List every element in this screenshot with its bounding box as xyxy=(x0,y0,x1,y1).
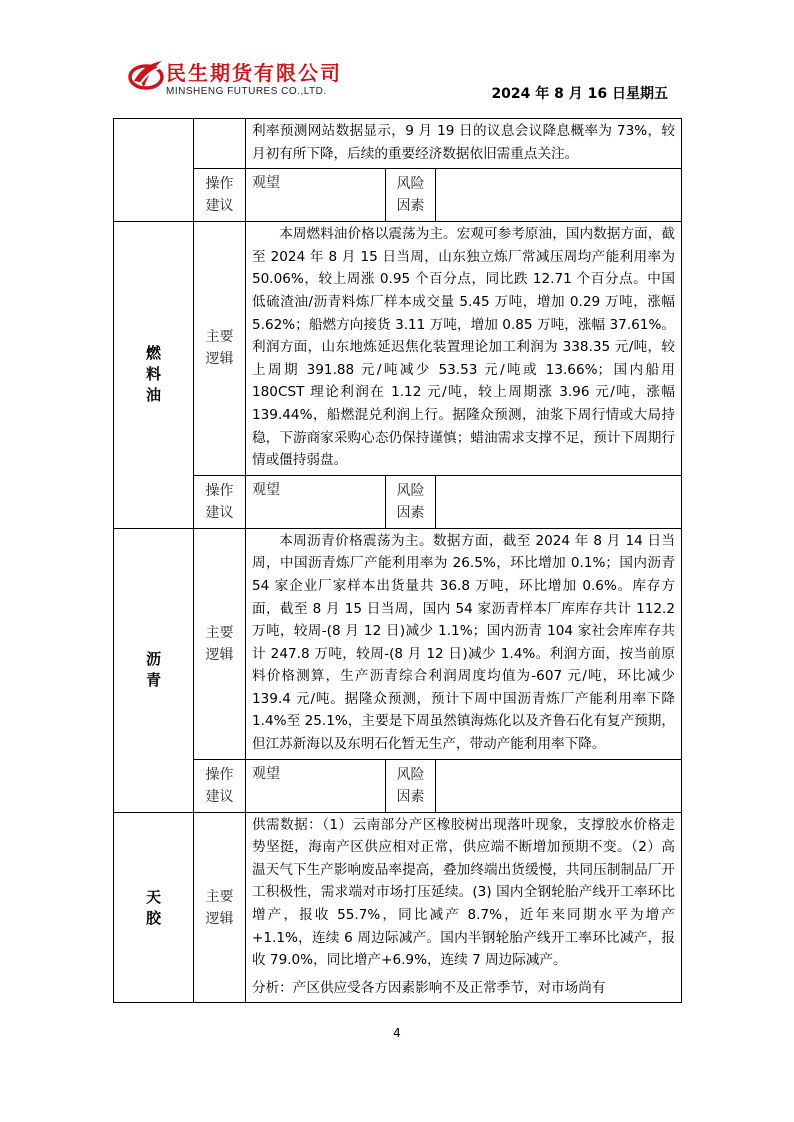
table-row xyxy=(114,475,682,528)
table-row xyxy=(114,119,682,169)
report-date: 2024 年 8 月 16 日星期五 xyxy=(491,86,668,102)
table-row xyxy=(114,812,682,1003)
risk-label: 风险因素 xyxy=(386,759,436,812)
logic-label: 主要逻辑 xyxy=(194,812,246,1003)
logic-label: 主要逻辑 xyxy=(194,528,246,759)
analysis-text: 分析：产区供应受各方因素影响不及正常季节，对市场尚有 xyxy=(252,979,606,996)
logic-text: 供需数据：（1）云南部分产区橡胶树出现落叶现象，支撑胶水价格走势坚挺，海南产区供应相对正常，供应端不断增加预期不变。（2）高温天气下生产影响废品率提高，叠加终端出货缓慢，共同压制制品厂开工积极性，需求端对市场打压延续。(3) 国内全钢轮胎产线开工率环比增产，报收 55.7%，同比减产 8.7%，近年来同期水平为增产+1.1%，连续 6 周边际减产。国内半钢轮胎产线开工率环比减产，报收 79.0%，同比增产+6.9%，连续 7 周边际减产。 分析：产区供应受各方因素影响不及正常季节，对市场尚有 xyxy=(246,812,682,1003)
logic-text: 本周沥青价格震荡为主。数据方面，截至 2024 年 8 月 14 日当周，中国沥青炼厂产能利用率为 26.5%，环比增加 0.1%；国内沥青 54 家企业厂家样本出货量共 36.8 万吨，环比增加 0.6%。库存方面，截至 8 月 15 日当周，国内 54 家沥青样本厂库库存共计 112.2 万吨，较周-(8 月 12 日)减少 1.1%；国内沥青 104 家社会库库存共计 247.8 万吨，较周-(8 月 12 日)减少 1.4%。利润方面，按当前原料价格测算，生产沥青综合利润周度均值为-607 元/吨，环比减少 139.4 元/吨。据隆众预测，预计下周中国沥青炼厂产能利用率下降 1.4%至 25.1%，主要是下周虽然镇海炼化以及齐鲁石化有复产预期，但江苏新海以及东明石化暂无生产，带动产能利用率下降。 xyxy=(246,528,682,759)
table-row xyxy=(114,528,682,759)
op-label: 操作建议 xyxy=(194,759,246,812)
risk-value xyxy=(436,475,682,528)
op-label: 操作建议 xyxy=(194,475,246,528)
label-cell xyxy=(194,119,246,169)
logic-label: 主要逻辑 xyxy=(194,222,246,476)
category-natural-rubber: 天胶 xyxy=(114,812,194,1003)
risk-label: 风险因素 xyxy=(386,475,436,528)
op-value: 观望 xyxy=(246,169,386,222)
risk-value xyxy=(436,759,682,812)
commodity-table xyxy=(113,118,682,1003)
category-fuel-oil: 燃料油 xyxy=(114,222,194,529)
table-row xyxy=(114,222,682,476)
page-header xyxy=(0,0,794,118)
company-name-en: MINSHENG FUTURES CO.,LTD. xyxy=(166,86,327,97)
company-logo xyxy=(128,55,368,105)
logic-text: 利率预测网站数据显示，9 月 19 日的议息会议降息概率为 73%，较月初有所下降，后续的重要经济数据依旧需重点关注。 xyxy=(246,119,682,169)
minsheng-logo-icon xyxy=(128,57,164,93)
op-value: 观望 xyxy=(246,759,386,812)
table-row xyxy=(114,759,682,812)
risk-label: 风险因素 xyxy=(386,169,436,222)
page-number: 4 xyxy=(393,1026,401,1040)
op-value: 观望 xyxy=(246,475,386,528)
risk-value xyxy=(436,169,682,222)
table-row xyxy=(114,169,682,222)
company-name-cn: 民生期货有限公司 xyxy=(166,61,342,85)
category-asphalt: 沥青 xyxy=(114,528,194,812)
logic-text: 本周燃料油价格以震荡为主。宏观可参考原油，国内数据方面，截至 2024 年 8 月 15 日当周，山东独立炼厂常减压周均产能利用率为 50.06%，较上周涨 0.95 个百分点，同比跌 12.71 个百分点。中国低硫渣油/沥青料炼厂样本成交量 5.45 万吨，增加 0.29 万吨，涨幅 5.62%；船燃方向接货 3.11 万吨，增加 0.85 万吨，涨幅 37.61%。利润方面，山东地炼延迟焦化装置理论加工利润为 338.35 元/吨，较上周期 391.88 元/吨减少 53.53 元/吨或 13.66%；国内船用 180CST 理论利润在 1.12 元/吨，较上周期涨 3.96 元/吨，涨幅 139.44%，船燃混兑利润上行。据隆众预测，油浆下周行情或大局持稳，下游商家采购心态仍保持谨慎；蜡油需求支撑不足，预计下周期行情或僵持弱盘。 xyxy=(246,222,682,476)
op-label: 操作建议 xyxy=(194,169,246,222)
category-cell xyxy=(114,119,194,222)
